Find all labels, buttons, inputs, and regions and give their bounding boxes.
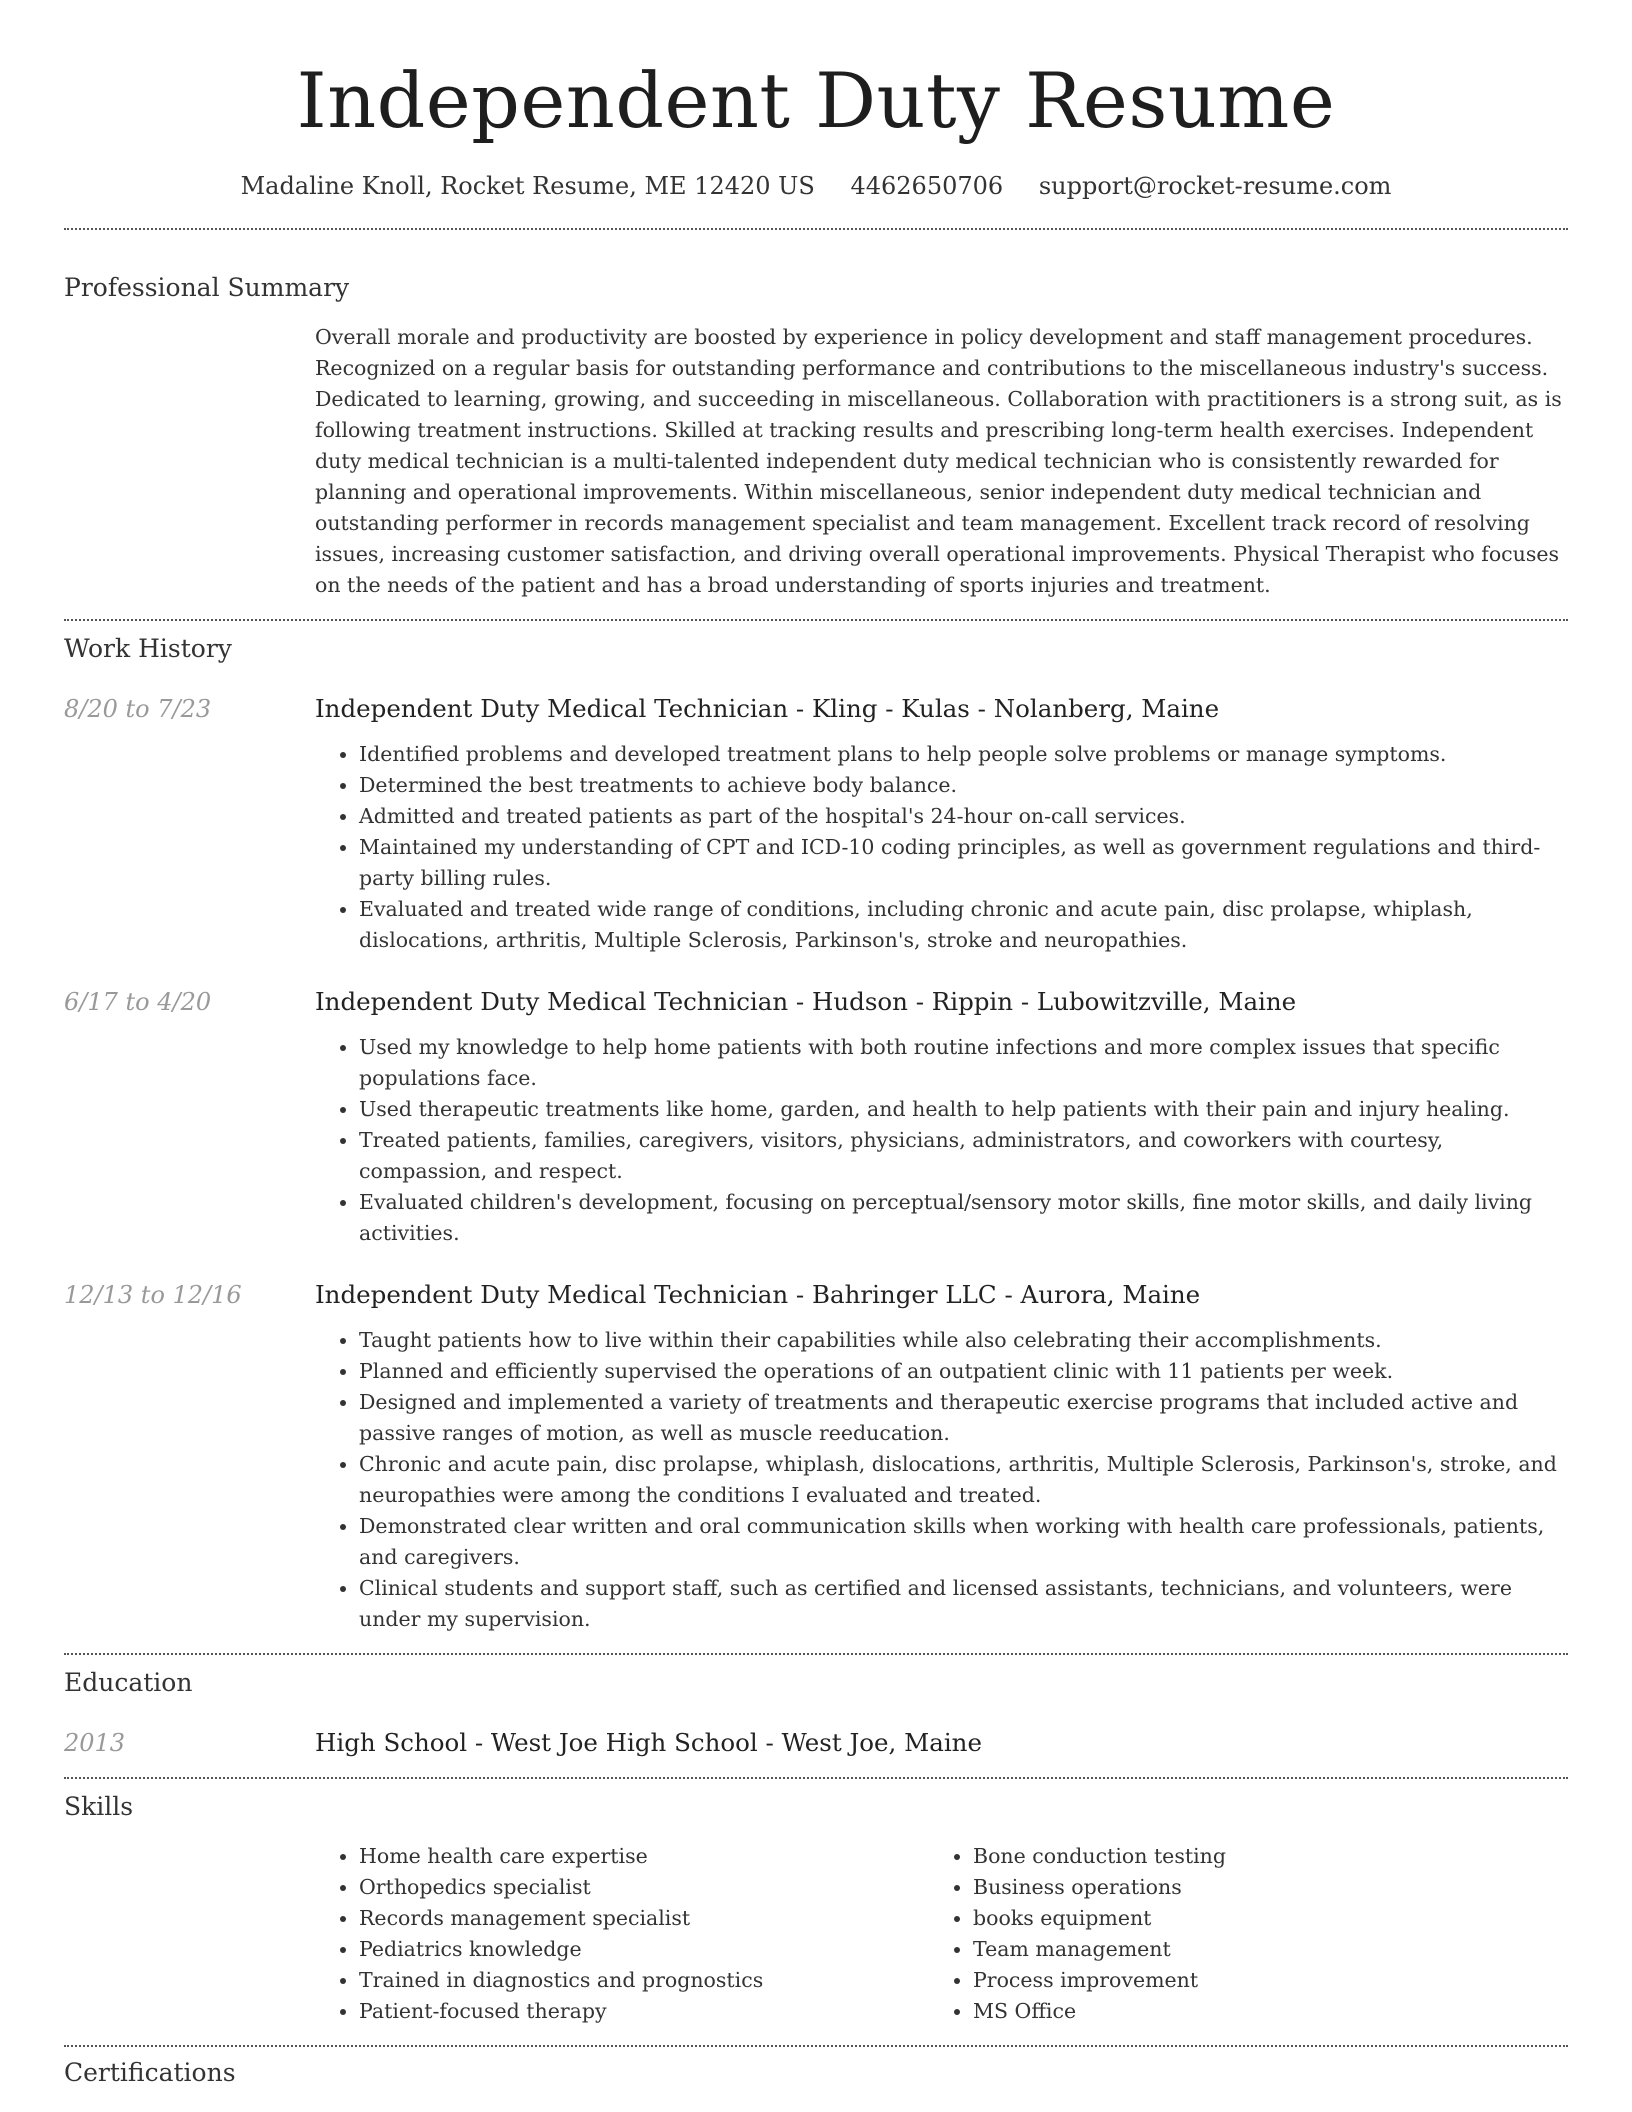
section-divider xyxy=(64,1653,1568,1655)
skills-heading: Skills xyxy=(64,1792,134,1821)
job-entry xyxy=(64,693,1568,956)
job-bullets xyxy=(315,1032,1568,1249)
education-heading: Education xyxy=(64,1668,193,1697)
job-title: Independent Duty Medical Technician - Bahringer LLC - Aurora, Maine xyxy=(315,1280,1201,1309)
contact-phone: 4462650706 xyxy=(850,172,1004,200)
job-title: Independent Duty Medical Technician - Kling - Kulas - Nolanberg, Maine xyxy=(315,694,1220,723)
section-divider xyxy=(64,619,1568,621)
job-bullet: • Clinical students and support staff, such as certified and licensed assistants, technicians, and volunteers, were under my supervision. xyxy=(359,1573,1568,1635)
job-bullet: • Designed and implemented a variety of treatments and therapeutic exercise programs that included active and passive ranges of motion, as well as muscle reeducation. xyxy=(359,1387,1568,1449)
skill-item: • Business operations xyxy=(973,1872,1543,1903)
job-bullet: • Taught patients how to live within their capabilities while also celebrating their accomplishments. xyxy=(359,1325,1568,1356)
skill-item: • Patient-focused therapy xyxy=(359,1996,929,2027)
skills-list xyxy=(315,1841,1568,2027)
skill-item: • Records management specialist xyxy=(359,1903,929,1934)
skill-item: • Process improvement xyxy=(973,1965,1543,1996)
resume-page xyxy=(64,0,1568,2089)
education-year: 2013 xyxy=(64,1729,126,1757)
job-entry xyxy=(64,986,1568,1249)
skill-item: • MS Office xyxy=(973,1996,1543,2027)
work-history-heading: Work History xyxy=(64,634,232,663)
job-bullet: • Chronic and acute pain, disc prolapse, whiplash, dislocations, arthritis, Multiple Sclerosis, Parkinson's, stroke, and neuropathies were among the conditions I evaluated and treated. xyxy=(359,1449,1568,1511)
summary-text: Overall morale and productivity are boosted by experience in policy development and staff management procedures. Recognized on a regular basis for outstanding performance and contributions to the miscellaneous industry's success. Dedicated to learning, growing, and succeeding in miscellaneous. Collaboration with practitioners is a strong suit, as is following treatment instructions. Skilled at tracking results and prescribing long-term health exercises. Independent duty medical technician is a multi-talented independent duty medical technician who is consistently rewarded for planning and operational improvements. Within miscellaneous, senior independent duty medical technician and outstanding performer in records management specialist and team management. Excellent track record of resolving issues, increasing customer satisfaction, and driving overall operational improvements. Physical Therapist who focuses on the needs of the patient and has a broad understanding of sports injuries and treatment. xyxy=(315,325,1562,597)
job-dates: 12/13 to 12/16 xyxy=(64,1281,242,1309)
section-divider xyxy=(64,228,1568,230)
skills-column-right xyxy=(929,1841,1543,2027)
job-bullet: • Planned and efficiently supervised the operations of an outpatient clinic with 11 patients per week. xyxy=(359,1356,1568,1387)
job-bullets xyxy=(315,1325,1568,1635)
contact-email: support@rocket-resume.com xyxy=(1038,172,1392,200)
certifications-heading: Certifications xyxy=(64,2058,236,2087)
job-bullet: • Identified problems and developed treatment plans to help people solve problems or manage symptoms. xyxy=(359,739,1568,770)
skill-item: • Team management xyxy=(973,1934,1543,1965)
skill-item: • Orthopedics specialist xyxy=(359,1872,929,1903)
job-dates: 8/20 to 7/23 xyxy=(64,695,212,723)
job-bullet: • Used therapeutic treatments like home, garden, and health to help patients with their pain and injury healing. xyxy=(359,1094,1568,1125)
resume-title: Independent Duty Resume xyxy=(296,56,1336,145)
job-entry xyxy=(64,1279,1568,1635)
job-bullets xyxy=(315,739,1568,956)
job-bullet: • Evaluated and treated wide range of conditions, including chronic and acute pain, disc prolapse, whiplash, dislocations, arthritis, Multiple Sclerosis, Parkinson's, stroke and neuropathies. xyxy=(359,894,1568,956)
skills-column-left xyxy=(315,1841,929,2027)
job-bullet: • Demonstrated clear written and oral communication skills when working with health care professionals, patients, and caregivers. xyxy=(359,1511,1568,1573)
job-title: Independent Duty Medical Technician - Hudson - Rippin - Lubowitzville, Maine xyxy=(315,987,1297,1016)
job-bullet: • Treated patients, families, caregivers, visitors, physicians, administrators, and coworkers with courtesy, compassion, and respect. xyxy=(359,1125,1568,1187)
job-dates: 6/17 to 4/20 xyxy=(64,988,212,1016)
summary-heading: Professional Summary xyxy=(64,273,350,302)
job-bullet: • Determined the best treatments to achieve body balance. xyxy=(359,770,1568,801)
section-divider xyxy=(64,1777,1568,1779)
skill-item: • Bone conduction testing xyxy=(973,1841,1543,1872)
contact-address: Madaline Knoll, Rocket Resume, ME 12420 US xyxy=(240,172,815,200)
skill-item: • Pediatrics knowledge xyxy=(359,1934,929,1965)
section-divider xyxy=(64,2045,1568,2047)
contact-line xyxy=(64,170,1568,202)
skill-item: • Trained in diagnostics and prognostics xyxy=(359,1965,929,1996)
job-bullet: • Maintained my understanding of CPT and ICD-10 coding principles, as well as government regulations and third-party billing rules. xyxy=(359,832,1568,894)
job-bullet: • Admitted and treated patients as part of the hospital's 24-hour on-call services. xyxy=(359,801,1568,832)
skill-item: • Home health care expertise xyxy=(359,1841,929,1872)
education-detail: High School - West Joe High School - West Joe, Maine xyxy=(315,1728,982,1757)
job-bullet: • Used my knowledge to help home patients with both routine infections and more complex issues that specific populations face. xyxy=(359,1032,1568,1094)
education-entry xyxy=(64,1727,1568,1759)
skill-item: • books equipment xyxy=(973,1903,1543,1934)
job-bullet: • Evaluated children's development, focusing on perceptual/sensory motor skills, fine motor skills, and daily living activities. xyxy=(359,1187,1568,1249)
